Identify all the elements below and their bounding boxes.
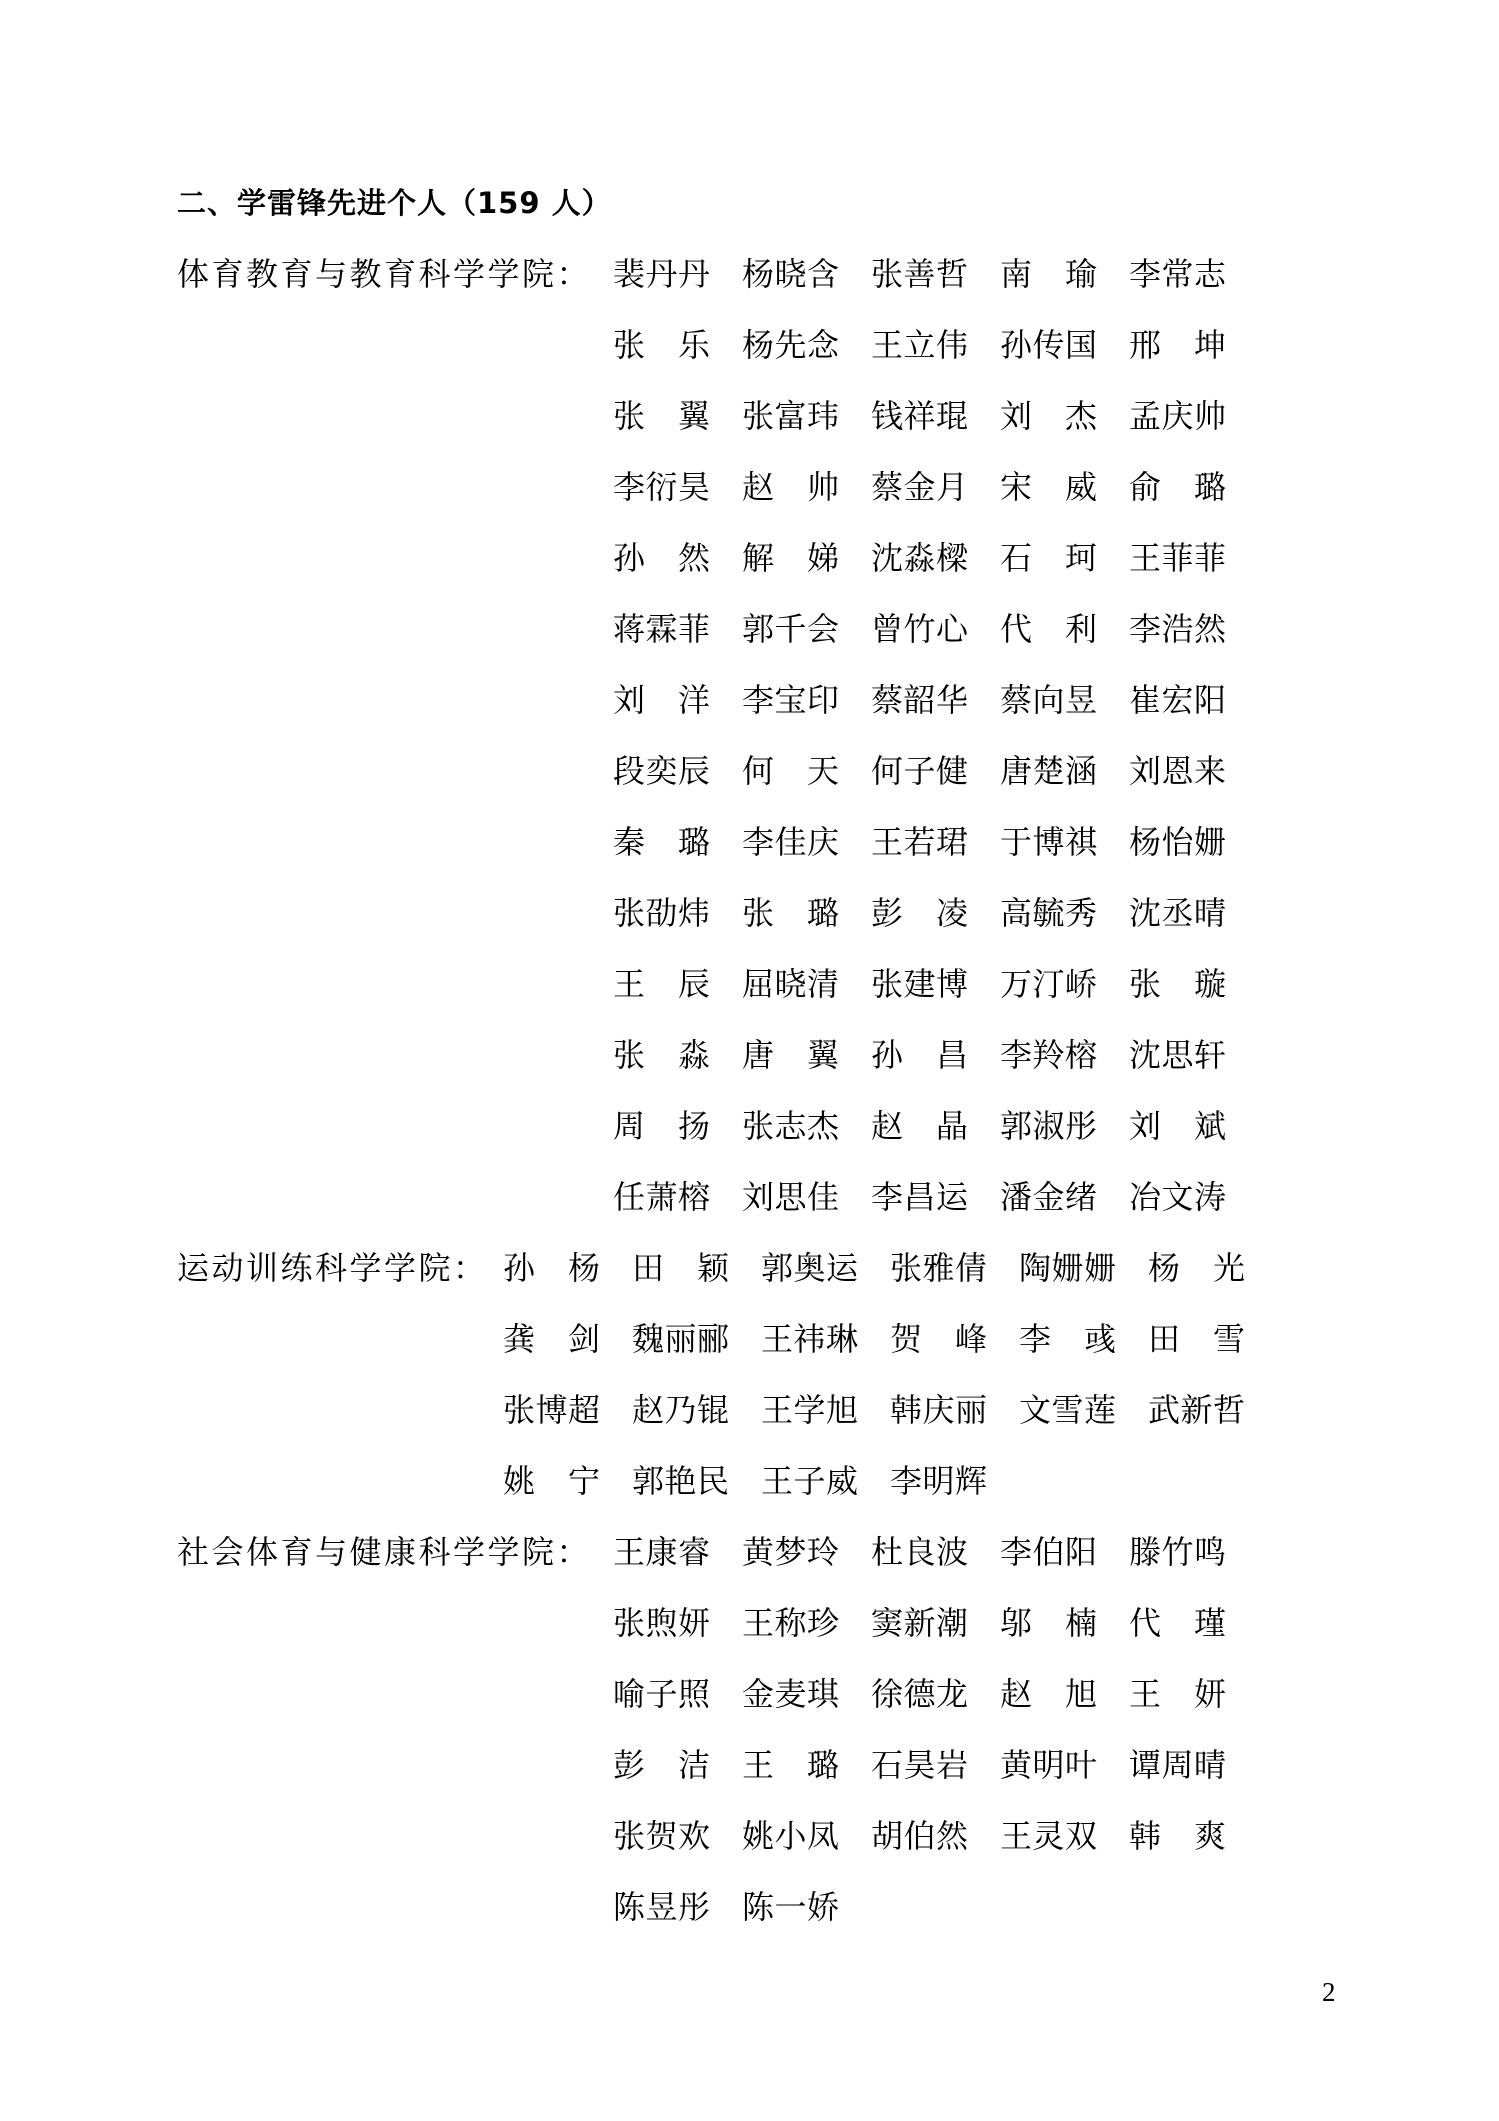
person-name: 文雪莲 [1019,1392,1116,1428]
person-name: 姚 宁 [503,1463,600,1499]
person-name: 秦 璐 [613,824,710,860]
name-row [613,381,1258,452]
person-name: 王立伟 [871,327,968,363]
college-section [177,1233,1499,1517]
name-row [613,523,1258,594]
person-name: 李明辉 [890,1463,987,1499]
name-row [613,1801,1258,1872]
person-name: 张煦妍 [613,1605,710,1641]
person-name: 解 娣 [742,540,839,576]
person-name: 王若珺 [871,824,968,860]
person-name: 陶姗姗 [1019,1250,1116,1286]
person-name: 陈昱彤 [613,1889,710,1925]
person-name: 李浩然 [1129,611,1226,647]
name-row [613,1872,1258,1943]
person-name: 王菲菲 [1129,540,1226,576]
person-name: 王学旭 [761,1392,858,1428]
person-name: 段奕辰 [613,753,710,789]
college-name-label: 体育教育与教育科学学院： [177,256,592,292]
person-name: 孙传国 [1000,327,1097,363]
person-name: 张劭炜 [613,895,710,931]
person-name: 姚小凤 [742,1818,839,1854]
person-name: 张博超 [503,1392,600,1428]
person-name: 金麦琪 [742,1676,839,1712]
person-name: 杨先念 [742,327,839,363]
person-name: 王子威 [761,1463,858,1499]
person-name: 窦新潮 [871,1605,968,1641]
person-name: 李昌运 [871,1179,968,1215]
person-name: 魏丽郦 [632,1321,729,1357]
name-row [613,736,1258,807]
person-name: 王康睿 [613,1534,710,1570]
person-name: 王称珍 [742,1605,839,1641]
person-name: 李常志 [1129,256,1226,292]
name-row [613,807,1258,878]
person-name: 曾竹心 [871,611,968,647]
person-name: 李 彧 [1019,1321,1116,1357]
person-name: 刘 杰 [1000,398,1097,434]
person-name: 谭周晴 [1129,1747,1226,1783]
person-name: 王 璐 [742,1747,839,1783]
person-name: 张 乐 [613,327,710,363]
person-name: 赵乃锟 [632,1392,729,1428]
name-row [613,665,1258,736]
name-row [503,1233,1277,1304]
person-name: 刘恩来 [1129,753,1226,789]
person-name: 蔡韶华 [871,682,968,718]
person-name: 于博祺 [1000,824,1097,860]
award-name-list [177,239,1499,1943]
person-name: 王 妍 [1129,1676,1226,1712]
person-name: 王 辰 [613,966,710,1002]
person-name: 张 淼 [613,1037,710,1073]
name-row [503,1446,1277,1517]
college-section [177,1517,1499,1943]
name-row [613,1517,1258,1588]
person-name: 李宝印 [742,682,839,718]
person-name: 张雅倩 [890,1250,987,1286]
name-row [613,878,1258,949]
person-name: 杨 光 [1148,1250,1245,1286]
person-name: 屈晓清 [742,966,839,1002]
person-name: 黄明叶 [1000,1747,1097,1783]
name-row [613,1020,1258,1091]
person-name: 喻子照 [613,1676,710,1712]
person-name: 石 珂 [1000,540,1097,576]
person-name: 蒋霖菲 [613,611,710,647]
person-name: 韩庆丽 [890,1392,987,1428]
person-name: 代 瑾 [1129,1605,1226,1641]
person-name: 孙 然 [613,540,710,576]
person-name: 周 扬 [613,1108,710,1144]
person-name: 孟庆帅 [1129,398,1226,434]
person-name: 石昊岩 [871,1747,968,1783]
person-name: 杨晓含 [742,256,839,292]
person-name: 王祎琳 [761,1321,858,1357]
person-name: 武新哲 [1148,1392,1245,1428]
person-name: 韩 爽 [1129,1818,1226,1854]
person-name: 胡伯然 [871,1818,968,1854]
person-name: 蔡向昱 [1000,682,1097,718]
person-name: 李羚榕 [1000,1037,1097,1073]
person-name: 孙 昌 [871,1037,968,1073]
person-name: 杨怡姗 [1129,824,1226,860]
person-name: 张建博 [871,966,968,1002]
name-row [503,1375,1277,1446]
college-section [177,239,1499,1233]
person-name: 刘 斌 [1129,1108,1226,1144]
person-name: 滕竹鸣 [1129,1534,1226,1570]
person-name: 何 天 [742,753,839,789]
name-row [613,949,1258,1020]
person-name: 杜良波 [871,1534,968,1570]
person-name: 邬 楠 [1000,1605,1097,1641]
names-column [613,239,1258,1233]
person-name: 张 翼 [613,398,710,434]
person-name: 张富玮 [742,398,839,434]
person-name: 沈丞晴 [1129,895,1226,931]
person-name: 唐楚涵 [1000,753,1097,789]
person-name: 刘 洋 [613,682,710,718]
person-name: 孙 杨 [503,1250,600,1286]
person-name: 宋 威 [1000,469,1097,505]
name-row [613,239,1258,310]
person-name: 郭千会 [742,611,839,647]
person-name: 陈一娇 [742,1889,839,1925]
person-name: 蔡金月 [871,469,968,505]
person-name: 潘金绪 [1000,1179,1097,1215]
section-heading: 二、学雷锋先进个人（159 人） [177,186,612,220]
name-row [613,1659,1258,1730]
person-name: 沈淼樑 [871,540,968,576]
person-name: 贺 峰 [890,1321,987,1357]
name-row [613,594,1258,665]
person-name: 任萧榕 [613,1179,710,1215]
person-name: 赵 旭 [1000,1676,1097,1712]
person-name: 钱祥琨 [871,398,968,434]
person-name: 徐德龙 [871,1676,968,1712]
person-name: 李伯阳 [1000,1534,1097,1570]
name-row [613,1588,1258,1659]
person-name: 崔宏阳 [1129,682,1226,718]
person-name: 何子健 [871,753,968,789]
person-name: 赵 晶 [871,1108,968,1144]
person-name: 郭奥运 [761,1250,858,1286]
person-name: 万汀峤 [1000,966,1097,1002]
person-name: 南 瑜 [1000,256,1097,292]
person-name: 刘思佳 [742,1179,839,1215]
name-row [613,310,1258,381]
name-row [613,452,1258,523]
person-name: 彭 凌 [871,895,968,931]
page-number: 2 [1322,1977,1336,2007]
person-name: 冶文涛 [1129,1179,1226,1215]
person-name: 田 雪 [1148,1321,1245,1357]
person-name: 张贺欢 [613,1818,710,1854]
person-name: 沈思轩 [1129,1037,1226,1073]
person-name: 田 颖 [632,1250,729,1286]
person-name: 龚 剑 [503,1321,600,1357]
person-name: 张 璇 [1129,966,1226,1002]
person-name: 李佳庆 [742,824,839,860]
names-column [503,1233,1277,1517]
person-name: 王灵双 [1000,1818,1097,1854]
person-name: 赵 帅 [742,469,839,505]
person-name: 唐 翼 [742,1037,839,1073]
person-name: 裴丹丹 [613,256,710,292]
person-name: 郭艳民 [632,1463,729,1499]
person-name: 彭 洁 [613,1747,710,1783]
person-name: 郭淑彤 [1000,1108,1097,1144]
person-name: 张志杰 [742,1108,839,1144]
name-row [503,1304,1277,1375]
person-name: 高毓秀 [1000,895,1097,931]
person-name: 代 利 [1000,611,1097,647]
college-name-label: 社会体育与健康科学学院： [177,1534,592,1570]
name-row [613,1162,1258,1233]
person-name: 俞 璐 [1129,469,1226,505]
person-name: 黄梦玲 [742,1534,839,1570]
person-name: 张善哲 [871,256,968,292]
person-name: 张 璐 [742,895,839,931]
name-row [613,1091,1258,1162]
person-name: 邢 坤 [1129,327,1226,363]
college-name-label: 运动训练科学学院： [177,1250,488,1286]
name-row [613,1730,1258,1801]
names-column [613,1517,1258,1943]
person-name: 李衍昊 [613,469,710,505]
